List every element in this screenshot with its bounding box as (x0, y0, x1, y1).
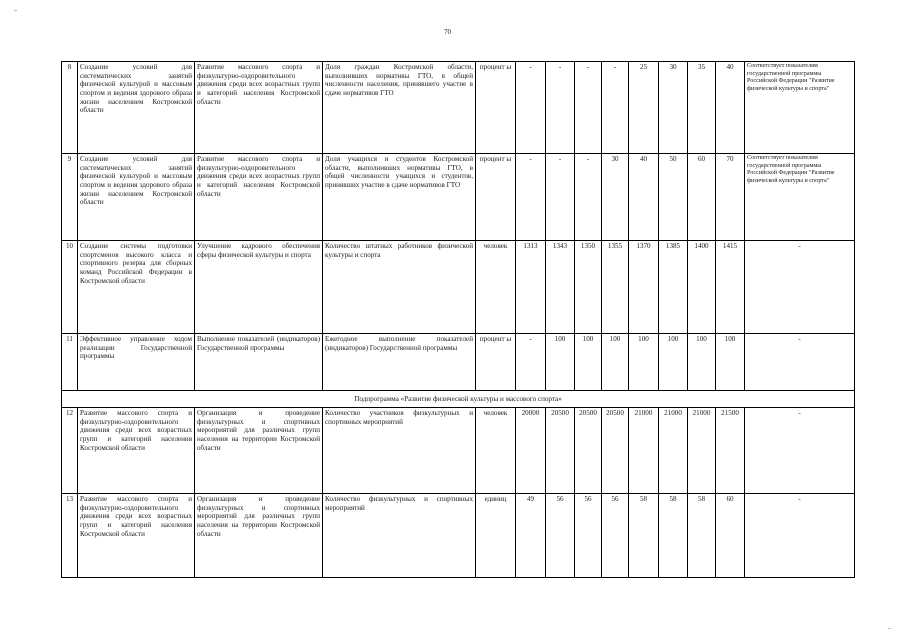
note-cell: Соответствует показателям государственной программы Российской Федерации "Развитие физической культуры и спорта" (745, 154, 855, 241)
unit-cell: единиц (476, 494, 516, 578)
indicators-table (61, 61, 855, 578)
task-cell: Создание системы подготовки спортсменов высокого класса и спортивного резерва для сборных команд Российской Федерации в Костромской области (78, 241, 195, 334)
note-cell: - (745, 408, 855, 494)
task-cell: Эффективное управление ходом реализации Государственной программы (78, 334, 195, 391)
value-cell-3: 20500 (575, 408, 602, 494)
note-cell: - (745, 334, 855, 391)
value-cell-7: 1400 (688, 241, 716, 334)
value-cell-6: 50 (659, 154, 688, 241)
unit-cell: процент ы (476, 154, 516, 241)
value-cell-4: - (602, 62, 629, 154)
task-cell: Развитие массового спорта и физкультурно-оздоровительного движения среди всех возрастных групп и категорий населения Костромской области (78, 494, 195, 578)
value-cell-2: 100 (546, 334, 575, 391)
subprogram-title: Подпрограмма «Развитие физической культуры и массового спорта» (62, 391, 855, 408)
value-cell-1: - (516, 62, 546, 154)
indicator-cell: Количество физкультурных и спортивных мероприятий (323, 494, 476, 578)
value-cell-3: 1350 (575, 241, 602, 334)
indicator-cell: Ежегодное выполнение показателей (индикаторов) Государственной программы (323, 334, 476, 391)
value-cell-5: 1370 (629, 241, 659, 334)
value-cell-8: 1415 (716, 241, 745, 334)
event-cell: Улучшение кадрового обеспечения сферы физической культуры и спорта (195, 241, 323, 334)
value-cell-7: 35 (688, 62, 716, 154)
event-cell: Развитие массового спорта и физкультурно-оздоровительного движения среди всех возрастных групп и категорий населения Костромской области (195, 62, 323, 154)
value-cell-8: 40 (716, 62, 745, 154)
row-number-cell: 13 (62, 494, 78, 578)
value-cell-4: 100 (602, 334, 629, 391)
value-cell-4: 56 (602, 494, 629, 578)
table-row (62, 154, 855, 241)
value-cell-8: 60 (716, 494, 745, 578)
value-cell-6: 21000 (659, 408, 688, 494)
value-cell-1: 20000 (516, 408, 546, 494)
event-cell: Развитие массового спорта и физкультурно-оздоровительного движения среди всех возрастных групп и категорий населения Костромской области (195, 154, 323, 241)
unit-cell: человек (476, 408, 516, 494)
value-cell-1: 49 (516, 494, 546, 578)
unit-cell: процент ы (476, 334, 516, 391)
note-cell: Соответствует показателям государственной программы Российской Федерации "Развитие физической культуры и спорта" (745, 62, 855, 154)
event-cell: Организация и проведение физкультурных и спортивных мероприятий для различных групп населения на территории Костромской области (195, 494, 323, 578)
value-cell-4: 1355 (602, 241, 629, 334)
indicator-cell: Количество участников физкультурных и спортивных мероприятий (323, 408, 476, 494)
value-cell-2: - (546, 62, 575, 154)
event-cell: Организация и проведение физкультурных и спортивных мероприятий для различных групп населения на территории Костромской области (195, 408, 323, 494)
row-number-cell: 12 (62, 408, 78, 494)
value-cell-6: 30 (659, 62, 688, 154)
indicator-cell: Количество штатных работников физической культуры и спорта (323, 241, 476, 334)
value-cell-4: 20500 (602, 408, 629, 494)
value-cell-3: 100 (575, 334, 602, 391)
note-cell: - (745, 241, 855, 334)
table-row (62, 408, 855, 494)
table-row (62, 62, 855, 154)
note-cell: - (745, 494, 855, 578)
value-cell-6: 1385 (659, 241, 688, 334)
value-cell-7: 21000 (688, 408, 716, 494)
value-cell-8: 21500 (716, 408, 745, 494)
scan-mark (888, 628, 891, 629)
row-number-cell: 10 (62, 241, 78, 334)
value-cell-4: 30 (602, 154, 629, 241)
event-cell: Выполнение показателей (индикаторов) Государственной программы (195, 334, 323, 391)
value-cell-1: - (516, 154, 546, 241)
value-cell-6: 58 (659, 494, 688, 578)
value-cell-5: 58 (629, 494, 659, 578)
value-cell-7: 58 (688, 494, 716, 578)
scan-mark (14, 10, 17, 11)
value-cell-5: 25 (629, 62, 659, 154)
row-number-cell: 11 (62, 334, 78, 391)
value-cell-8: 70 (716, 154, 745, 241)
value-cell-3: - (575, 154, 602, 241)
value-cell-2: 1343 (546, 241, 575, 334)
task-cell: Создание условий для систематических занятий физической культурой и массовым спортом и ведения здорового образа жизни населением Костромской области (78, 154, 195, 241)
value-cell-5: 21000 (629, 408, 659, 494)
page-number: 70 (444, 28, 451, 36)
value-cell-1: - (516, 334, 546, 391)
table-row (62, 241, 855, 334)
task-cell: Развитие массового спорта и физкультурно-оздоровительного движения среди всех возрастных групп и категорий населения Костромской области (78, 408, 195, 494)
value-cell-5: 100 (629, 334, 659, 391)
table-row (62, 494, 855, 578)
value-cell-6: 100 (659, 334, 688, 391)
subprogram-row (62, 391, 855, 408)
value-cell-7: 60 (688, 154, 716, 241)
task-cell: Создание условий для систематических занятий физической культурой и массовым спортом и ведения здорового образа жизни населением Костромской области (78, 62, 195, 154)
indicator-cell: Доля граждан Костромской области, выполнивших нормативы ГТО, в общей численности населения, принявшего участие в сдаче нормативов ГТО (323, 62, 476, 154)
unit-cell: человек (476, 241, 516, 334)
value-cell-1: 1313 (516, 241, 546, 334)
value-cell-3: - (575, 62, 602, 154)
value-cell-2: 56 (546, 494, 575, 578)
table-row (62, 334, 855, 391)
value-cell-7: 100 (688, 334, 716, 391)
unit-cell: процент ы (476, 62, 516, 154)
value-cell-3: 56 (575, 494, 602, 578)
row-number-cell: 8 (62, 62, 78, 154)
value-cell-2: 20500 (546, 408, 575, 494)
value-cell-8: 100 (716, 334, 745, 391)
value-cell-2: - (546, 154, 575, 241)
row-number-cell: 9 (62, 154, 78, 241)
indicator-cell: Доля учащихся и студентов Костромской области, выполнивших нормативы ГТО, в общей численности учащихся и студентов, принявших участие в сдаче нормативов ГТО (323, 154, 476, 241)
value-cell-5: 40 (629, 154, 659, 241)
